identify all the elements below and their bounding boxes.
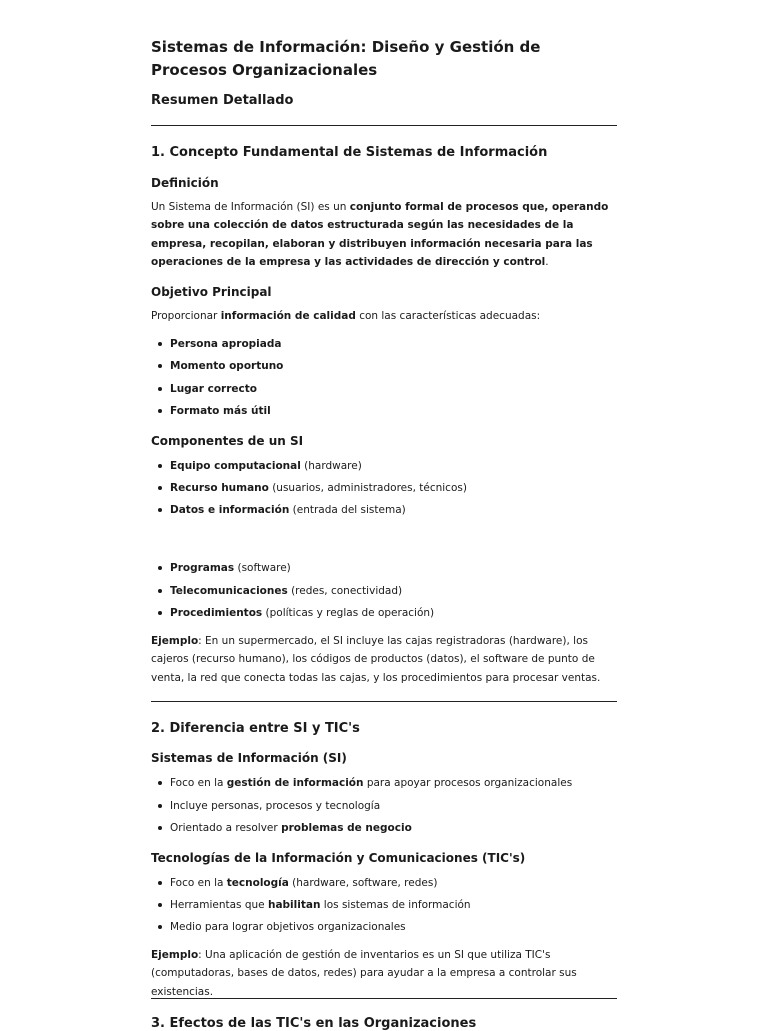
section-2-heading: 2. Diferencia entre SI y TIC's (151, 721, 360, 736)
list-item: Persona apropiada (151, 336, 617, 352)
example-paragraph: Ejemplo: En un supermercado, el SI incluye las cajas registradoras (hardware), los cajeros (recurso humano), los códigos de productos (datos), el software de punto de venta, la red que conecta todas las cajas, y los procedimientos para procesar ventas. (151, 635, 601, 684)
divider (151, 701, 617, 702)
definition-paragraph: Un Sistema de Información (SI) es un conjunto formal de procesos que, operando sobre una colección de datos estructurada según las necesidades de la empresa, recopilan, elaboran y distribuyen información necesaria para las operaciones de la empresa y las actividades de dirección y control. (151, 201, 609, 268)
list-item: Foco en la tecnología (hardware, software, redes) (151, 875, 617, 891)
list-item: Datos e información (entrada del sistema) (151, 502, 617, 518)
document-title: Sistemas de Información: Diseño y Gestión de Procesos Organizacionales (151, 38, 541, 79)
list-item: Medio para lograr objetivos organizacionales (151, 919, 617, 935)
list-item: Foco en la gestión de información para apoyar procesos organizacionales (151, 775, 617, 791)
objective-heading: Objetivo Principal (151, 285, 272, 299)
list-item: Telecomunicaciones (redes, conectividad) (151, 583, 617, 599)
section-1-heading: 1. Concepto Fundamental de Sistemas de Información (151, 145, 548, 160)
definition-heading: Definición (151, 176, 219, 190)
list-item: Lugar correcto (151, 381, 617, 397)
list-item: Incluye personas, procesos y tecnología (151, 798, 617, 814)
list-item: Programas (software) (151, 560, 617, 576)
list-item: Orientado a resolver problemas de negocio (151, 820, 617, 836)
objective-paragraph: Proporcionar información de calidad con las características adecuadas: (151, 310, 541, 322)
section-3-heading: 3. Efectos de las TIC's en las Organizaciones (151, 1016, 477, 1031)
list-item: Momento oportuno (151, 358, 617, 374)
si-heading: Sistemas de Información (SI) (151, 751, 347, 765)
example-paragraph: Ejemplo: Una aplicación de gestión de inventarios es un SI que utiliza TIC's (computadoras, bases de datos, redes) para ayudar a la empresa a controlar sus existencias. (151, 949, 577, 998)
tic-heading: Tecnologías de la Información y Comunicaciones (TIC's) (151, 851, 526, 865)
list-item: Formato más útil (151, 403, 617, 419)
document-subtitle: Resumen Detallado (151, 93, 294, 108)
list-item: Procedimientos (políticas y reglas de operación) (151, 605, 617, 621)
list-item: Herramientas que habilitan los sistemas de información (151, 897, 617, 913)
divider (151, 998, 617, 999)
list-item: Recurso humano (usuarios, administradores, técnicos) (151, 480, 617, 496)
divider (151, 125, 617, 126)
components-heading: Componentes de un SI (151, 434, 304, 448)
list-item: Equipo computacional (hardware) (151, 458, 617, 474)
